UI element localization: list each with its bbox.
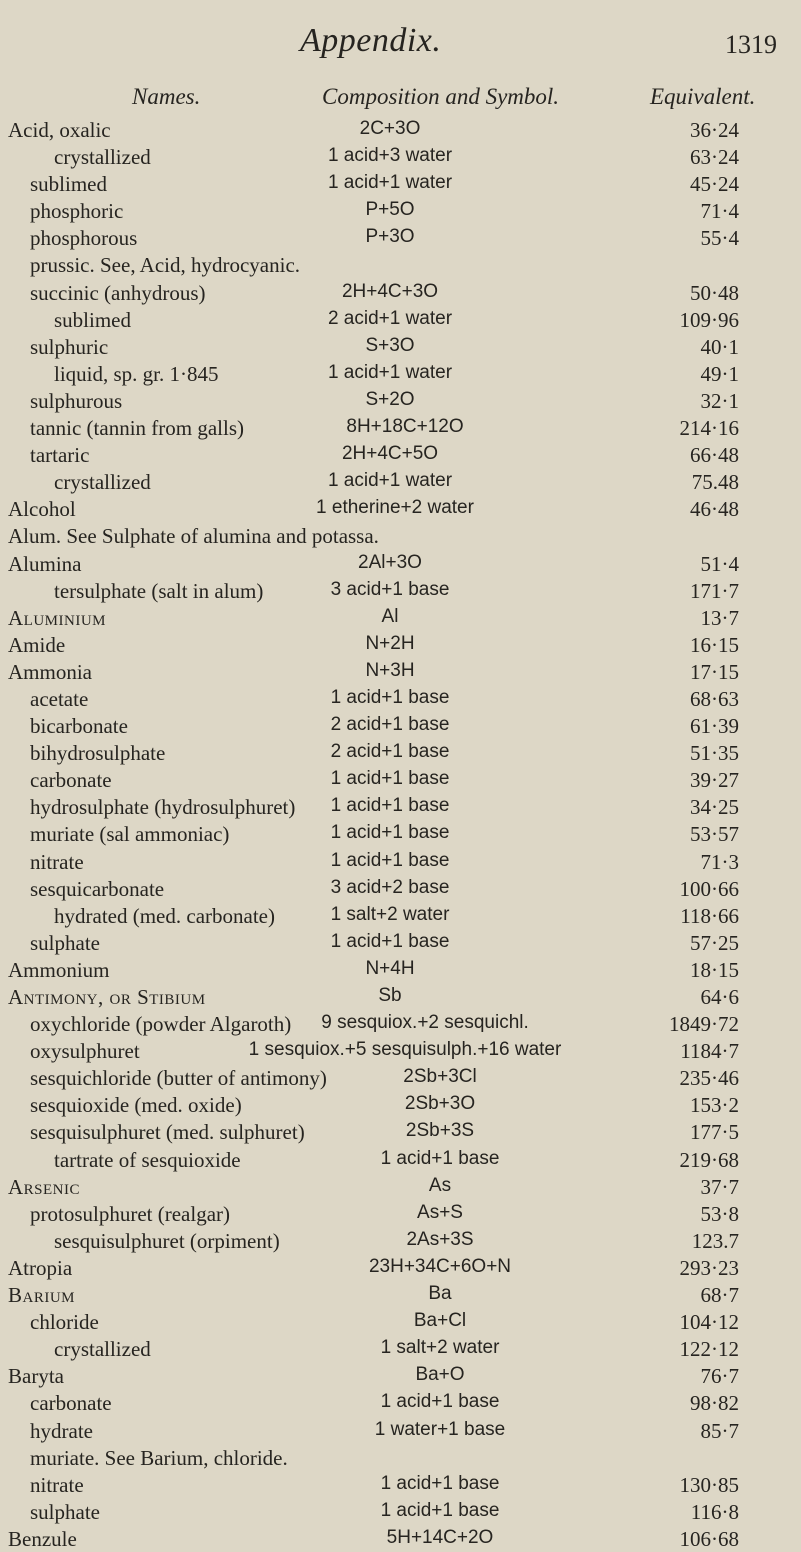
table-row: [0, 902, 801, 929]
entry-composition: 1 acid+1 base: [380, 1147, 500, 1169]
entry-name: hydrate: [30, 1418, 93, 1443]
entry-composition: 2 acid+1 water: [327, 307, 453, 329]
entry-equivalent: 1184·7: [680, 1039, 739, 1064]
entry-composition: 1 acid+1 water: [327, 361, 453, 383]
entry-name: tersulphate (salt in alum): [54, 578, 264, 603]
table-row: [0, 1281, 801, 1308]
entry-composition: 1 acid+1 base: [380, 1391, 500, 1413]
entry-equivalent: 293·23: [679, 1255, 739, 1280]
table-row: [0, 848, 801, 875]
table-row: [0, 1064, 801, 1091]
entry-name: Barium: [8, 1283, 76, 1308]
table-row: [0, 685, 801, 712]
entry-composition: As+S: [417, 1201, 463, 1223]
entry-equivalent: 219·68: [679, 1147, 739, 1172]
table-row: [0, 875, 801, 902]
entry-composition: 2Sb+3Cl: [403, 1066, 477, 1088]
table-row: [0, 929, 801, 956]
entry-name: Benzule: [8, 1526, 77, 1551]
table-row: [0, 1254, 801, 1281]
entry-equivalent: 122·12: [679, 1337, 739, 1362]
table-row: [0, 739, 801, 766]
entry-name: carbonate: [30, 768, 112, 793]
entry-name: Atropia: [8, 1255, 73, 1280]
entry-composition: 5H+14C+2O: [386, 1526, 494, 1548]
table-row: [0, 658, 801, 685]
entry-name: sesquisulphuret (med. sulphuret): [30, 1120, 305, 1145]
entry-composition: 2Sb+3S: [405, 1120, 475, 1142]
entry-name: sublimed: [54, 307, 131, 332]
entry-equivalent: 177·5: [690, 1120, 739, 1145]
entry-name: sesquisulphuret (orpiment): [54, 1228, 280, 1253]
table-row: [0, 279, 801, 306]
entry-equivalent: 75.48: [691, 470, 739, 495]
entry-equivalent: 123.7: [691, 1228, 739, 1253]
table-row: [0, 1091, 801, 1118]
table-row: [0, 766, 801, 793]
running-title: Appendix.: [300, 22, 442, 59]
table-row: [0, 793, 801, 820]
entry-equivalent: 53·8: [700, 1201, 739, 1226]
entry-composition: 2Sb+3O: [404, 1093, 476, 1115]
table-row: [0, 441, 801, 468]
entry-equivalent: 68·7: [700, 1283, 739, 1308]
entry-name: crystallized: [54, 470, 151, 495]
table-row: [0, 143, 801, 170]
entry-composition: 2 acid+1 base: [330, 741, 450, 763]
entry-composition: 9 sesquiox.+2 sesquichl.: [321, 1012, 529, 1034]
entry-equivalent: 39·27: [690, 768, 739, 793]
entry-name: Aluminium: [8, 605, 106, 630]
table-row: [0, 631, 801, 658]
entry-equivalent: 171·7: [690, 578, 739, 603]
entry-composition: As: [428, 1174, 452, 1196]
entry-composition: 1 sesquiox.+5 sesquisulph.+16 water: [248, 1039, 562, 1061]
entry-equivalent: 64·6: [700, 985, 739, 1009]
entry-equivalent: 40·1: [700, 334, 739, 359]
table-row: [0, 1471, 801, 1498]
entry-composition: 3 acid+2 base: [330, 876, 450, 898]
entry-name: bicarbonate: [30, 714, 128, 739]
table-row: [0, 1118, 801, 1145]
table-row: [0, 387, 801, 414]
entry-composition: P+3O: [365, 226, 415, 248]
entry-equivalent: 16·15: [690, 632, 739, 657]
entry-equivalent: 49·1: [700, 361, 739, 386]
entry-equivalent: 34·25: [690, 795, 739, 820]
table-row: [0, 1010, 801, 1037]
entry-name: prussic. See, Acid, hydrocyanic.: [30, 253, 301, 278]
table-row: [0, 1525, 801, 1552]
entry-composition: 1 water+1 base: [374, 1418, 506, 1440]
table-row: [0, 360, 801, 387]
entry-equivalent: 214·16: [679, 416, 739, 441]
entry-equivalent: 116·8: [690, 1499, 739, 1524]
entry-composition: 2H+4C+5O: [341, 443, 439, 465]
entry-name: sublimed: [30, 172, 107, 197]
entry-equivalent: 109·96: [679, 307, 739, 332]
entry-equivalent: 71·3: [700, 849, 739, 874]
entry-equivalent: 55·4: [700, 226, 739, 251]
entry-name: Alum. See Sulphate of alumina and potassa.: [8, 524, 379, 549]
table-row: [0, 604, 801, 631]
table-row: [0, 414, 801, 441]
table-row: [0, 170, 801, 197]
entry-composition: 8H+18C+12O: [346, 416, 464, 438]
entry-name: liquid, sp. gr. 1·845: [54, 361, 219, 386]
entry-equivalent: 17·15: [690, 659, 739, 684]
entry-equivalent: 18·15: [690, 957, 739, 982]
entry-equivalent: 130·85: [679, 1472, 739, 1497]
table-row: [0, 197, 801, 224]
table-row: [0, 1362, 801, 1389]
table-row: [0, 983, 801, 1010]
entry-equivalent: 235·46: [679, 1066, 739, 1091]
entry-equivalent: 153·2: [690, 1093, 739, 1118]
entry-equivalent: 37·7: [700, 1174, 739, 1199]
entry-equivalent: 68·63: [690, 686, 739, 711]
table-row: [0, 495, 801, 522]
entry-name: nitrate: [30, 1472, 84, 1497]
entry-name: crystallized: [54, 1337, 151, 1362]
entry-composition: S+3O: [365, 334, 415, 356]
table-row: [0, 522, 801, 549]
entry-name: Baryta: [8, 1364, 64, 1389]
entry-composition: 1 acid+1 base: [380, 1499, 500, 1521]
table-body: [0, 116, 801, 1552]
page-number: 1319: [725, 30, 777, 59]
entry-composition: 2 acid+1 base: [330, 714, 450, 736]
table-row: [0, 956, 801, 983]
table-row: [0, 1227, 801, 1254]
entry-equivalent: 57·25: [690, 930, 739, 955]
entry-name: nitrate: [30, 849, 84, 874]
entry-name: sesquicarbonate: [30, 876, 165, 901]
entry-equivalent: 100·66: [679, 876, 739, 901]
entry-composition: 1 acid+1 water: [327, 470, 453, 492]
table-row: [0, 577, 801, 604]
table-row: [0, 116, 801, 143]
table-row: [0, 1146, 801, 1173]
table-row: [0, 820, 801, 847]
entry-equivalent: 98·82: [690, 1391, 739, 1416]
entry-name: oxychloride (powder Algaroth): [30, 1012, 292, 1037]
entry-name: carbonate: [30, 1391, 112, 1416]
entry-name: sulphurous: [30, 388, 123, 413]
entry-composition: Al: [381, 605, 399, 627]
entry-name: Arsenic: [8, 1174, 81, 1199]
entry-equivalent: 63·24: [690, 145, 739, 170]
entry-composition: 1 salt+2 water: [330, 903, 450, 925]
entry-name: protosulphuret (realgar): [30, 1201, 231, 1226]
table-row: [0, 1335, 801, 1362]
entry-composition: 3 acid+1 base: [330, 578, 450, 600]
table-row: [0, 251, 801, 278]
entry-equivalent: 53·57: [690, 822, 739, 847]
entry-name: tartaric: [30, 443, 90, 468]
table-row: [0, 333, 801, 360]
entry-name: Ammonium: [8, 957, 110, 982]
entry-name: sulphate: [30, 930, 100, 955]
table-row: [0, 468, 801, 495]
page-header: [0, 22, 801, 62]
entry-equivalent: 106·68: [679, 1526, 739, 1551]
composition-heading: Composition and Symbol.: [322, 84, 560, 109]
entry-composition: P+5O: [365, 199, 415, 221]
entry-name: phosphoric: [30, 199, 124, 224]
entry-name: hydrosulphate (hydrosulphuret): [30, 795, 296, 820]
entry-composition: 2H+4C+3O: [341, 280, 439, 302]
table-row: [0, 1037, 801, 1064]
entry-composition: 1 acid+1 base: [330, 768, 450, 790]
entry-composition: 1 acid+3 water: [327, 145, 453, 167]
entry-name: tannic (tannin from galls): [30, 416, 245, 441]
entry-equivalent: 46·48: [690, 497, 739, 522]
entry-composition: 1 salt+2 water: [380, 1337, 500, 1359]
table-row: [0, 1498, 801, 1525]
entry-name: Alumina: [8, 551, 82, 576]
entry-name: muriate. See Barium, chloride.: [30, 1445, 288, 1470]
entry-composition: 2As+3S: [406, 1228, 474, 1250]
entry-equivalent: 32·1: [700, 388, 739, 413]
entry-composition: 1 acid+1 base: [330, 849, 450, 871]
table-row: [0, 712, 801, 739]
entry-name: Amide: [8, 632, 66, 657]
entry-name: sesquichloride (butter of antimony): [30, 1066, 327, 1091]
entry-name: hydrated (med. carbonate): [54, 903, 275, 928]
table-row: [0, 1389, 801, 1416]
entry-name: Antimony, or Stibium: [8, 985, 206, 1009]
entry-equivalent: 45·24: [690, 172, 739, 197]
entry-composition: 1 acid+1 base: [330, 686, 450, 708]
entry-composition: Ba: [428, 1283, 452, 1305]
entry-name: sulphate: [30, 1499, 100, 1524]
entry-composition: Ba+Cl: [413, 1310, 467, 1332]
entry-equivalent: 51·4: [700, 551, 739, 576]
entry-composition: 1 acid+1 base: [330, 795, 450, 817]
entry-composition: N+2H: [365, 632, 415, 654]
entry-name: oxysulphuret: [30, 1039, 140, 1064]
entry-equivalent: 71·4: [700, 199, 739, 224]
entry-name: sesquioxide (med. oxide): [30, 1093, 242, 1118]
entry-composition: 1 acid+1 base: [330, 822, 450, 844]
table-row: [0, 224, 801, 251]
entry-composition: N+4H: [365, 957, 415, 979]
column-headings: [0, 84, 801, 112]
table-row: [0, 1200, 801, 1227]
entry-composition: 23H+34C+6O+N: [368, 1255, 512, 1277]
entry-name: Alcohol: [8, 497, 76, 522]
entry-name: bihydrosulphate: [30, 741, 166, 766]
entry-name: crystallized: [54, 145, 151, 170]
entry-composition: S+2O: [365, 388, 415, 410]
table-row: [0, 1444, 801, 1471]
table-row: [0, 1308, 801, 1335]
names-heading: Names.: [132, 84, 201, 109]
entry-name: chloride: [30, 1310, 99, 1335]
entry-equivalent: 50·48: [690, 280, 739, 305]
entry-name: tartrate of sesquioxide: [54, 1147, 241, 1172]
entry-name: muriate (sal ammoniac): [30, 822, 230, 847]
entry-equivalent: 118·66: [680, 903, 739, 928]
table-row: [0, 306, 801, 333]
entry-name: acetate: [30, 686, 89, 711]
table-row: [0, 1173, 801, 1200]
entry-equivalent: 104·12: [679, 1310, 739, 1335]
entry-composition: 1 acid+1 water: [327, 172, 453, 194]
entry-equivalent: 51·35: [690, 741, 739, 766]
entry-composition: Ba+O: [415, 1364, 465, 1386]
entry-composition: 1 etherine+2 water: [316, 497, 474, 519]
entry-equivalent: 36·24: [690, 118, 739, 142]
entry-equivalent: 61·39: [690, 714, 739, 739]
entry-composition: 1 acid+1 base: [380, 1472, 500, 1494]
entry-equivalent: 13·7: [700, 605, 739, 630]
entry-name: Ammonia: [8, 659, 92, 684]
entry-name: sulphuric: [30, 334, 109, 359]
entry-equivalent: 85·7: [700, 1418, 739, 1443]
entry-equivalent: 1849·72: [669, 1012, 739, 1037]
entry-composition: 2Al+3O: [358, 551, 422, 573]
equivalent-heading: Equivalent.: [650, 84, 756, 109]
entry-composition: 1 acid+1 base: [330, 930, 450, 952]
entry-composition: N+3H: [365, 659, 415, 681]
table-row: [0, 1417, 801, 1444]
entry-equivalent: 66·48: [690, 443, 739, 468]
entry-equivalent: 76·7: [700, 1364, 739, 1389]
entry-composition: Sb: [378, 985, 402, 1006]
entry-name: Acid, oxalic: [8, 118, 111, 142]
table-row: [0, 550, 801, 577]
entry-name: phosphorous: [30, 226, 138, 251]
entry-name: succinic (anhydrous): [30, 280, 206, 305]
entry-composition: 2C+3O: [359, 118, 421, 139]
